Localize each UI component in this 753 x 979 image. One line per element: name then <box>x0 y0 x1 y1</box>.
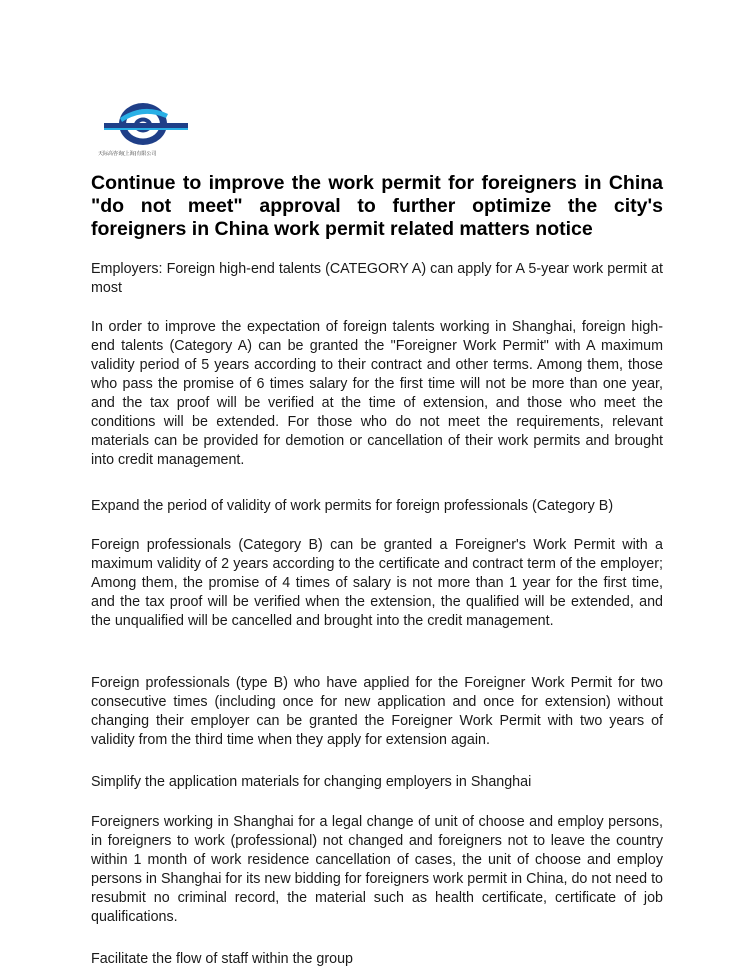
document-title: Continue to improve the work permit for foreigners in China "do not meet" approval to further optimize the city's foreigners in China work permit related matters notice <box>91 172 663 240</box>
paragraph-2: In order to improve the expectation of foreign talents working in Shanghai, foreign high-end talents (Category A) can be granted the "Foreigner Work Permit" with A maximum validity period of 5 years according to their contract and other terms. Among them, those who pass the promise of 6 times salary for the first time will not be more than one year, and the tax proof will be verified at the time of extension, and those who meet the conditions will be extended. For those who do not meet the requirements, relevant materials can be provided for demotion or cancellation of their work permits and brought into credit management. <box>91 319 663 468</box>
paragraph-6: Simplify the application materials for changing employers in Shanghai <box>91 774 532 790</box>
paragraph-5: Foreign professionals (type B) who have applied for the Foreigner Work Permit for two consecutive times (including once for new application and once for extension) without changing their employer can be granted the Foreigner Work Permit with two years of validity from the third time when they apply for extension again. <box>91 675 663 748</box>
paragraph-3: Expand the period of validity of work permits for foreign professionals (Category B) <box>91 498 614 514</box>
paragraph-1: Employers: Foreign high-end talents (CATEGORY A) can apply for A 5-year work permit at most <box>91 261 663 296</box>
paragraph-8: Facilitate the flow of staff within the group <box>91 951 353 967</box>
paragraph-7: Foreigners working in Shanghai for a legal change of unit of choose and employ persons, in foreigners to work (professional) not changed and foreigners not to leave the country within 1 month of work residence cancellation of cases, the unit of choose and employ persons in Shanghai for its new bidding for foreigners work permit in China, do not need to resubmit no criminal record, the material such as health certificate, certificate of job qualifications. <box>91 814 663 925</box>
company-logo-icon <box>98 98 198 150</box>
company-logo <box>98 98 198 162</box>
paragraph-4: Foreign professionals (Category B) can be granted a Foreigner's Work Permit with a maximum validity of 2 years according to the certificate and contract term of the employer; Among them, the promise of 4 times of salary is not more than 1 year for the first time, and the tax proof will be verified when the extension, the qualified will be extended, and the unqualified will be cancelled and brought into the credit management. <box>91 537 663 629</box>
logo-caption: 天际高咨询(上海)有限公司 <box>98 151 157 157</box>
